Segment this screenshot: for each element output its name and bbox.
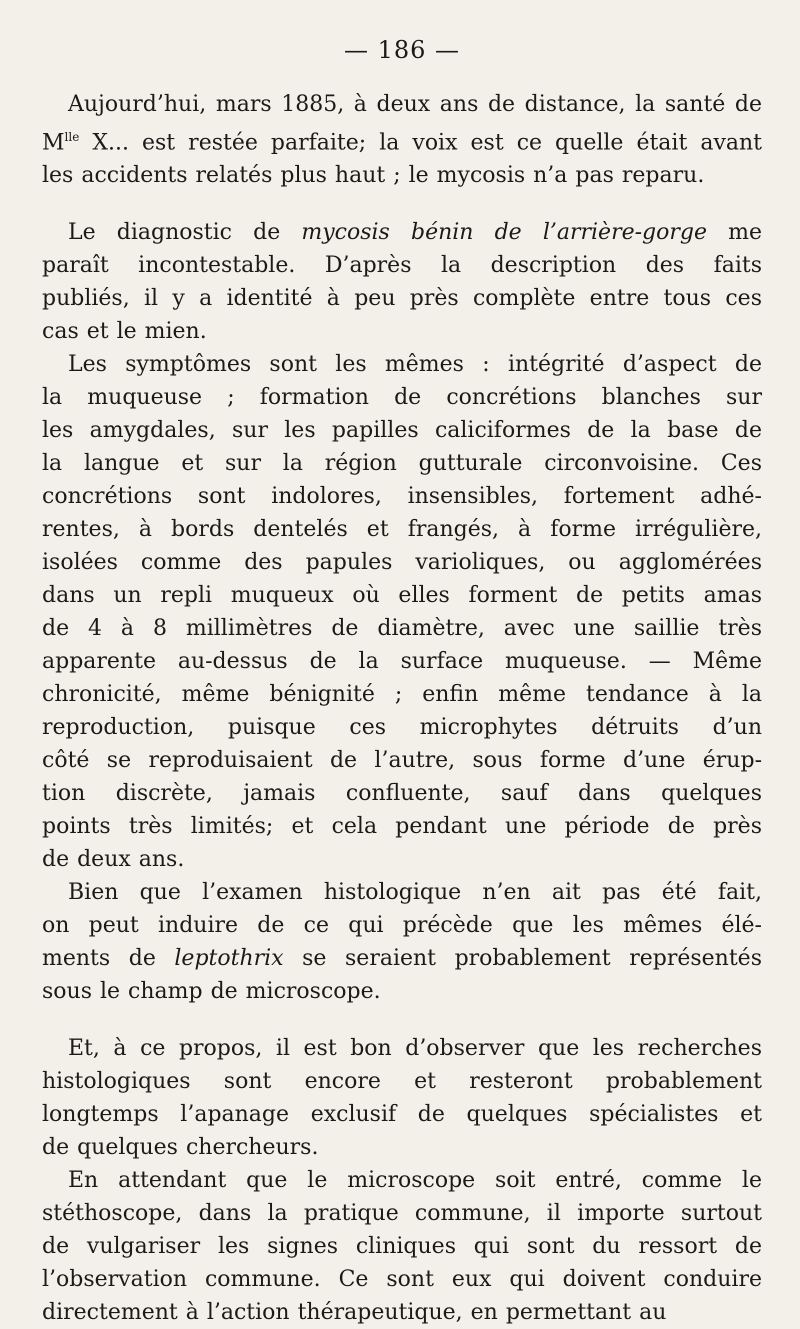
text-line: isolées comme des papules varioliques, ou agglomérées <box>42 550 762 576</box>
text-line: concrétions sont indolores, insensibles, fortement adhé- <box>42 484 762 510</box>
text-line: Et, à ce propos, il est bon d’observer que les recherches <box>68 1036 762 1062</box>
text-line: directement à l’action thérapeutique, en permettant au <box>42 1300 667 1326</box>
paragraph <box>42 348 762 876</box>
paragraph <box>42 216 762 348</box>
text-line: tion discrète, jamais confluente, sauf dans quelques <box>42 781 762 807</box>
page-number: — 186 — <box>343 36 461 64</box>
text-line: la langue et sur la région gutturale circonvoisine. Ces <box>42 451 762 477</box>
text-body <box>42 88 762 1329</box>
text-line: dans un repli muqueux où elles forment de petits amas <box>42 583 762 609</box>
text-line: points très limités; et cela pendant une période de près <box>42 814 762 840</box>
text-line: ments de leptothrix se seraient probablement représentés <box>42 946 762 972</box>
text-line: de deux ans. <box>42 847 185 873</box>
paragraph <box>42 1032 762 1164</box>
text-line: les amygdales, sur les papilles caliciformes de la base de <box>42 418 762 444</box>
text-line: on peut induire de ce qui précède que les mêmes élé- <box>42 913 762 939</box>
text-line: Bien que l’examen histologique n’en ait pas été fait, <box>68 880 762 906</box>
text-line: reproduction, puisque ces microphytes détruits d’un <box>42 715 762 741</box>
text-line: sous le champ de microscope. <box>42 979 381 1005</box>
text-line: longtemps l’apanage exclusif de quelques spécialistes et <box>42 1102 762 1128</box>
paragraph <box>42 876 762 1008</box>
text-line: publiés, il y a identité à peu près complète entre tous ces <box>42 286 762 312</box>
text-line: de 4 à 8 millimètres de diamètre, avec une saillie très <box>42 616 762 642</box>
text-line: Le diagnostic de mycosis bénin de l’arrière-gorge me <box>68 220 763 246</box>
text-line: apparente au-dessus de la surface muqueuse. — Même <box>42 649 762 675</box>
paragraph <box>42 1164 762 1329</box>
text-line: rentes, à bords dentelés et frangés, à forme irrégulière, <box>42 517 762 543</box>
text-line: de quelques chercheurs. <box>42 1135 319 1161</box>
text-line: Aujourd’hui, mars 1885, à deux ans de distance, la santé de <box>68 92 762 117</box>
text-line: paraît incontestable. D’après la description des faits <box>42 253 762 279</box>
text-line: Les symptômes sont les mêmes : intégrité d’aspect de <box>68 352 762 378</box>
text-line: stéthoscope, dans la pratique commune, il importe surtout <box>42 1201 762 1227</box>
paragraph <box>42 88 762 192</box>
text-line: En attendant que le microscope soit entré, comme le <box>68 1168 762 1194</box>
text-line: histologiques sont encore et resteront probablement <box>42 1069 762 1095</box>
text-line: de vulgariser les signes cliniques qui sont du ressort de <box>42 1234 762 1260</box>
text-line: côté se reproduisaient de l’autre, sous forme d’une érup- <box>42 748 762 774</box>
text-line: chronicité, même bénignité ; enfin même tendance à la <box>42 682 762 708</box>
text-line: cas et le mien. <box>42 319 207 345</box>
text-line: les accidents relatés plus haut ; le mycosis n’a pas reparu. <box>42 163 705 189</box>
text-line: $M^{lle}$ X... est restée parfaite; la voix est ce quelle était avant <box>42 130 762 156</box>
text-line: la muqueuse ; formation de concrétions blanches sur <box>42 385 762 411</box>
text-line: l’observation commune. Ce sont eux qui doivent conduire <box>42 1267 762 1293</box>
